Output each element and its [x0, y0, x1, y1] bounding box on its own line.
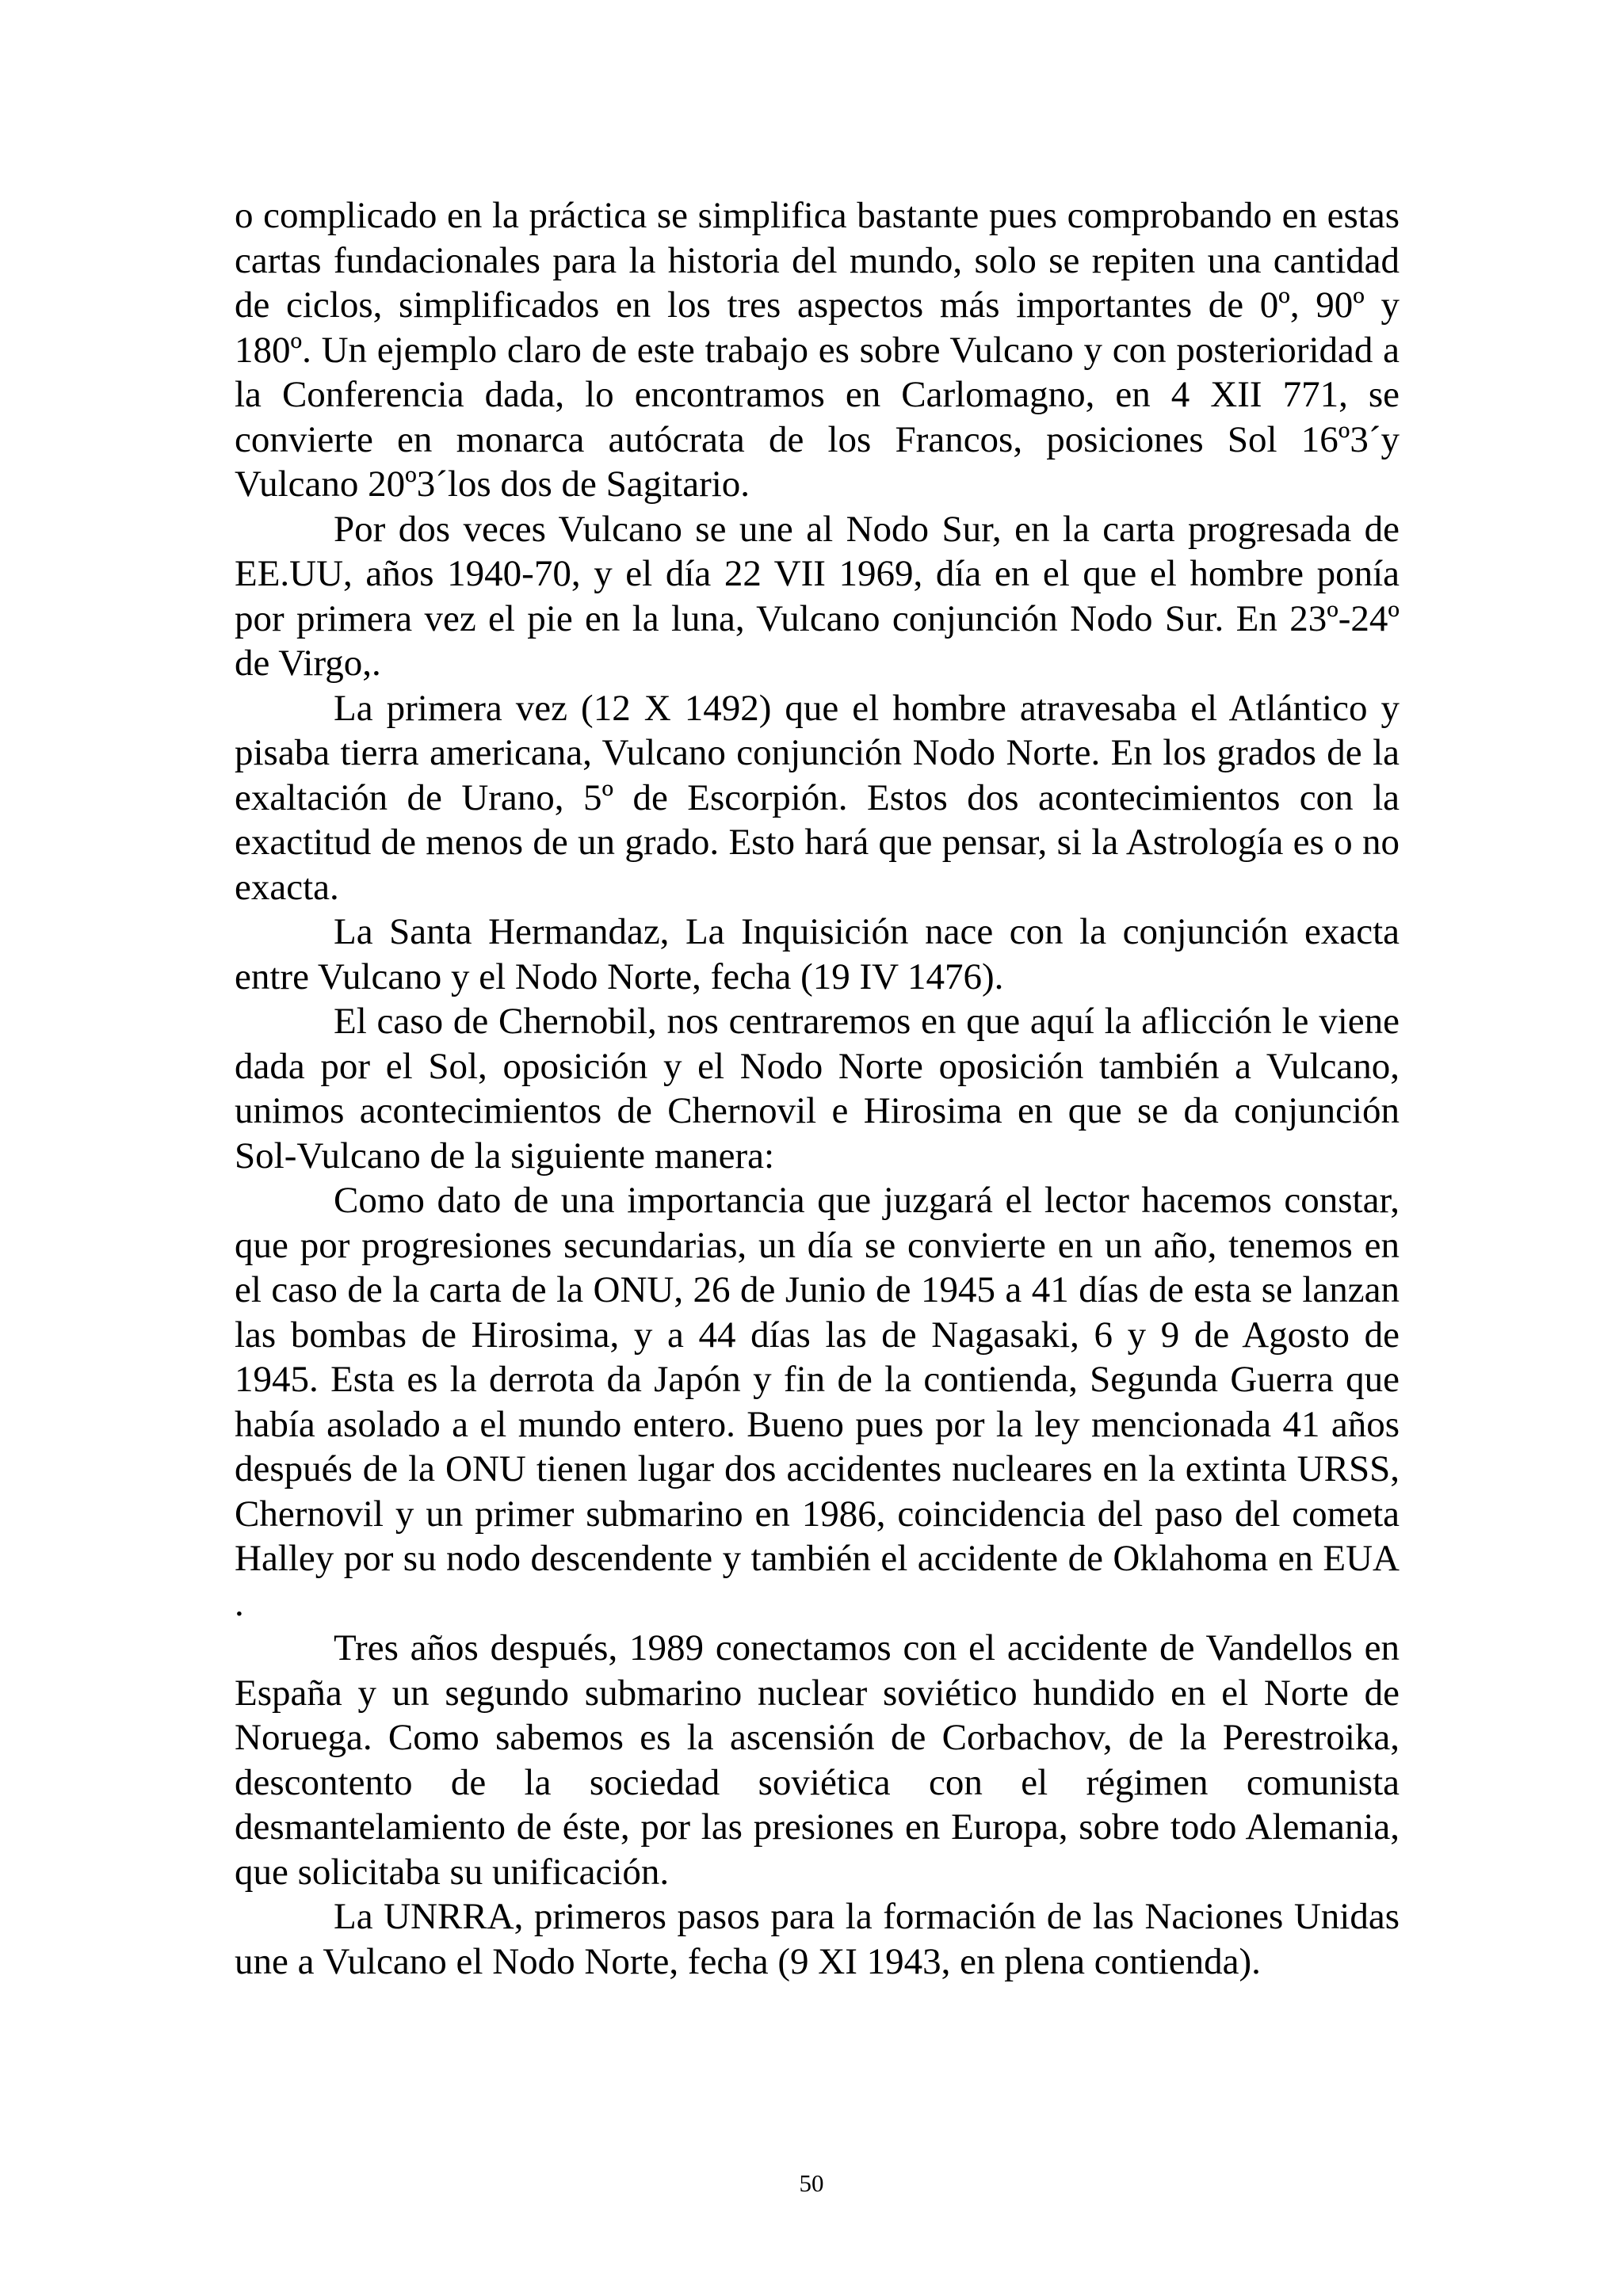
- paragraph-continuation: o complicado en la práctica se simplifica bastante pues comprobando en estas cartas fundacionales para la historia del mundo, solo se repiten una cantidad de ciclos, simplificados en los tres aspectos más importantes de 0º, 90º y 180º. Un ejemplo claro de este trabajo es sobre Vulcano y con posterioridad a la Conferencia dada, lo encontramos en Carlomagno, en 4 XII 771, se convierte en monarca autócrata de los Francos, posiciones Sol 16º3´y Vulcano 20º3´los dos de Sagitario.: [235, 195, 1400, 505]
- paragraph-inquisicion: La Santa Hermandaz, La Inquisición nace con la conjunción exacta entre Vulcano y el Nodo Norte, fecha (19 IV 1476).: [235, 911, 1400, 997]
- paragraph-vulcano-nodo-sur: Por dos veces Vulcano se une al Nodo Sur, en la carta progresada de EE.UU, años 1940-70, y el día 22 VII 1969, día en el que el hombre ponía por primera vez el pie en la luna, Vulcano conjunción Nodo Sur. En 23º-24º de Virgo,.: [235, 508, 1400, 684]
- page-number: 50: [799, 2169, 824, 2197]
- paragraph-chernobil: El caso de Chernobil, nos centraremos en que aquí la aflicción le viene dada por el Sol, oposición y el Nodo Norte oposición también a Vulcano, unimos acontecimientos de Chernovil e Hirosima en que se da conjunción Sol-Vulcano de la siguiente manera:: [235, 1001, 1400, 1177]
- paragraph-vandellos: Tres años después, 1989 conectamos con el accidente de Vandellos en España y un segundo submarino nuclear soviético hundido en el Norte de Noruega. Como sabemos es la ascensión de Corbachov, de la Perestroika, descontento de la sociedad soviética con el régimen comunista desmantelamiento de éste, por las presiones en Europa, sobre todo Alemania, que solicitaba su unificación.: [235, 1627, 1400, 1893]
- paragraph-unrra: La UNRRA, primeros pasos para la formación de las Naciones Unidas une a Vulcano el Nodo Norte, fecha (9 XI 1943, en plena contienda).: [235, 1896, 1400, 1982]
- paragraph-progresiones: Como dato de una importancia que juzgará el lector hacemos constar, que por progresiones secundarias, un día se convierte en un año, tenemos en el caso de la carta de la ONU, 26 de Junio de 1945 a 41 días de esta se lanzan las bombas de Hirosima, y a 44 días las de Nagasaki, 6 y 9 de Agosto de 1945. Esta es la derrota da Japón y fin de la contienda, Segunda Guerra que había asolado a el mundo entero. Bueno pues por la ley mencionada 41 años después de la ONU tienen lugar dos accidentes nucleares en la extinta URSS, Chernovil y un primer submarino en 1986, coincidencia del paso del cometa Halley por su nodo descendente y también el accidente de Oklahoma en EUA .: [235, 1180, 1400, 1624]
- paragraph-atlantico: La primera vez (12 X 1492) que el hombre atravesaba el Atlántico y pisaba tierra americana, Vulcano conjunción Nodo Norte. En los grados de la exaltación de Urano, 5º de Escorpión. Estos dos acontecimientos con la exactitud de menos de un grado. Esto hará que pensar, si la Astrología es o no exacta.: [235, 687, 1400, 908]
- body-text: [235, 193, 1400, 1984]
